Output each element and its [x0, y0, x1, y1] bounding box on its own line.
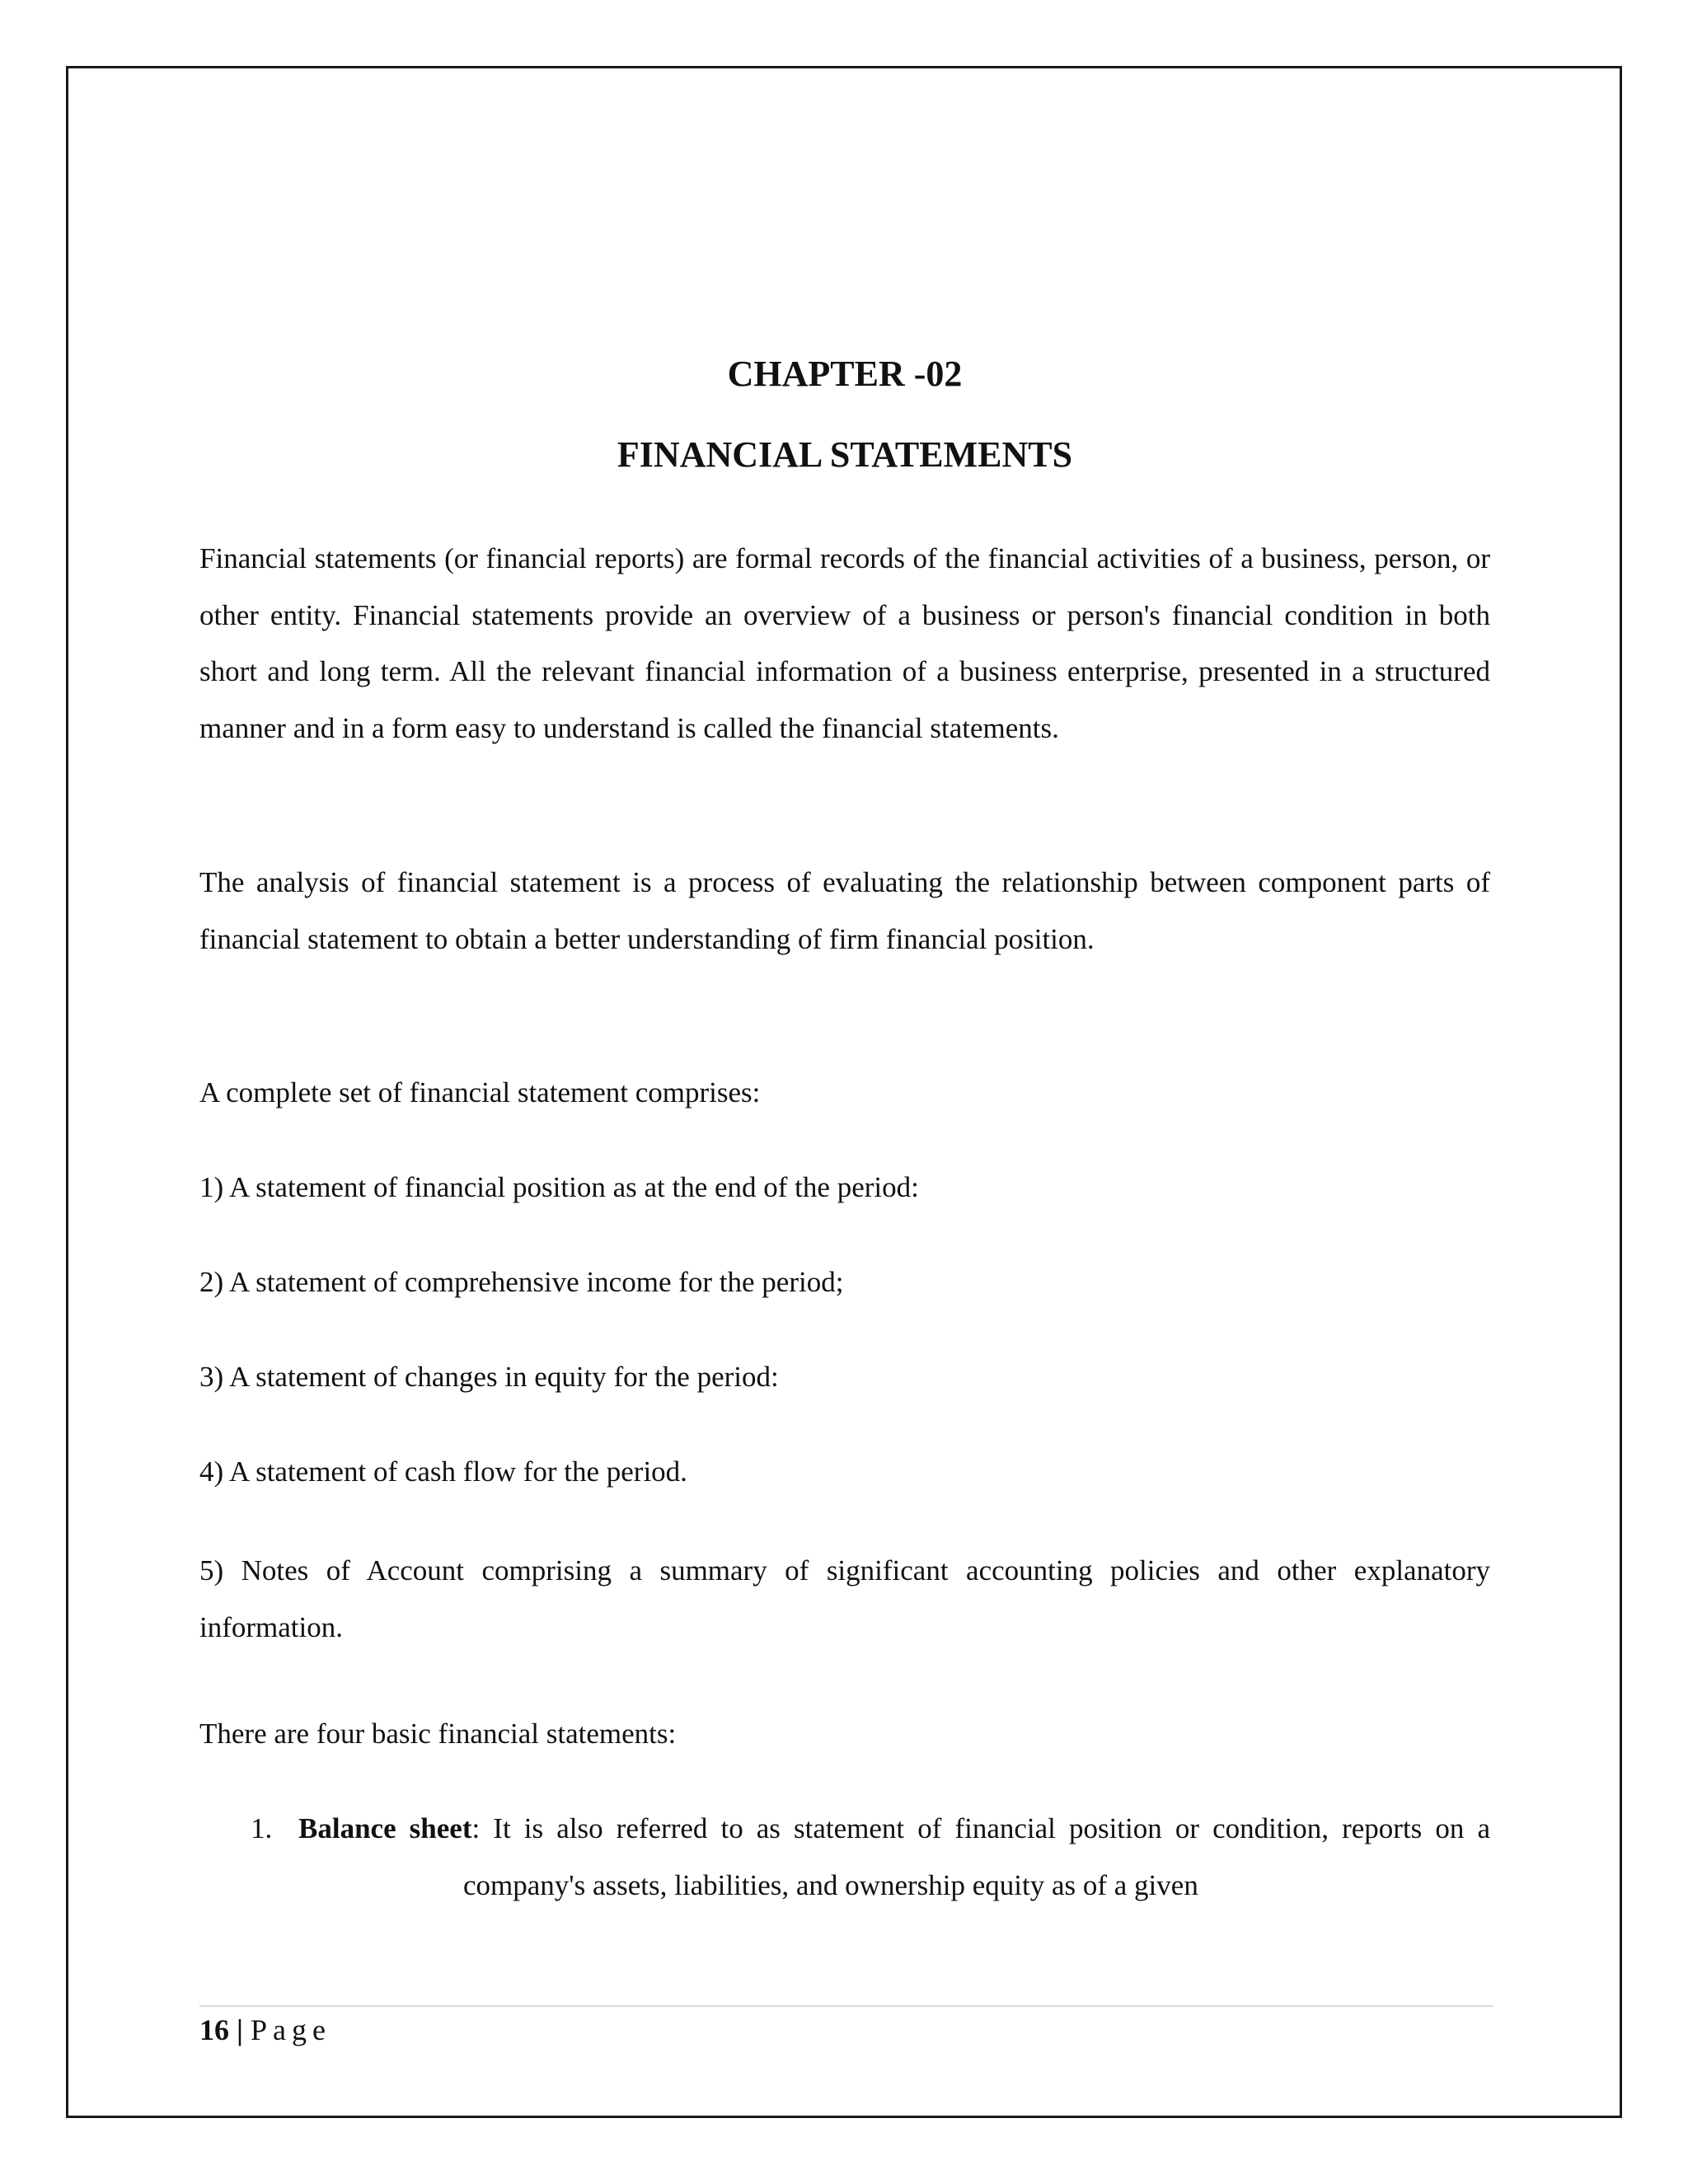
- paragraph-analysis: The analysis of financial statement is a process of evaluating the relationship between component parts of financial statement to obtain a better understanding of firm financial position.: [199, 866, 1490, 955]
- page-number: 16: [199, 2013, 229, 2046]
- list-item-text-part2: company's assets, liabilities, and ownership equity as of a given: [463, 1868, 1198, 1901]
- chapter-heading: CHAPTER -02: [727, 354, 963, 394]
- footer-rule: [199, 2005, 1493, 2007]
- statement-item-3: 3) A statement of changes in equity for the period:: [199, 1361, 779, 1393]
- statement-item-5: 5) Notes of Account comprising a summary of significant accounting policies and other explanatory information.: [199, 1554, 1490, 1643]
- list-item-separator: :: [471, 1812, 481, 1844]
- section-heading: FINANCIAL STATEMENTS: [617, 434, 1073, 475]
- statement-item-1: 1) A statement of financial position as at the end of the period:: [199, 1171, 919, 1203]
- statement-item-4: 4) A statement of cash flow for the period.: [199, 1455, 687, 1488]
- list-item-balance-sheet: [298, 1801, 1490, 1914]
- statement-item-2: 2) A statement of comprehensive income for the period;: [199, 1266, 844, 1298]
- paragraph-four-basic: There are four basic financial statements:: [199, 1718, 677, 1750]
- list-item-number: 1.: [251, 1812, 273, 1844]
- page-footer: [199, 2009, 331, 2050]
- list-item-term: Balance sheet: [298, 1812, 472, 1844]
- list-item-text-part1: It is also referred to as statement of financial position or condition, reports on a: [480, 1812, 1490, 1844]
- page-label: Page: [250, 2013, 331, 2046]
- paragraph-complete-set: A complete set of financial statement comprises:: [199, 1076, 761, 1108]
- page-separator: |: [229, 2013, 251, 2046]
- paragraph-intro: Financial statements (or financial reports) are formal records of the financial activities of a business, person, or other entity. Financial statements provide an overview of a business or person's financial condition in both short and long term. All the relevant financial information of a business enterprise, presented in a structured manner and in a form easy to understand is called the financial statements.: [199, 542, 1490, 744]
